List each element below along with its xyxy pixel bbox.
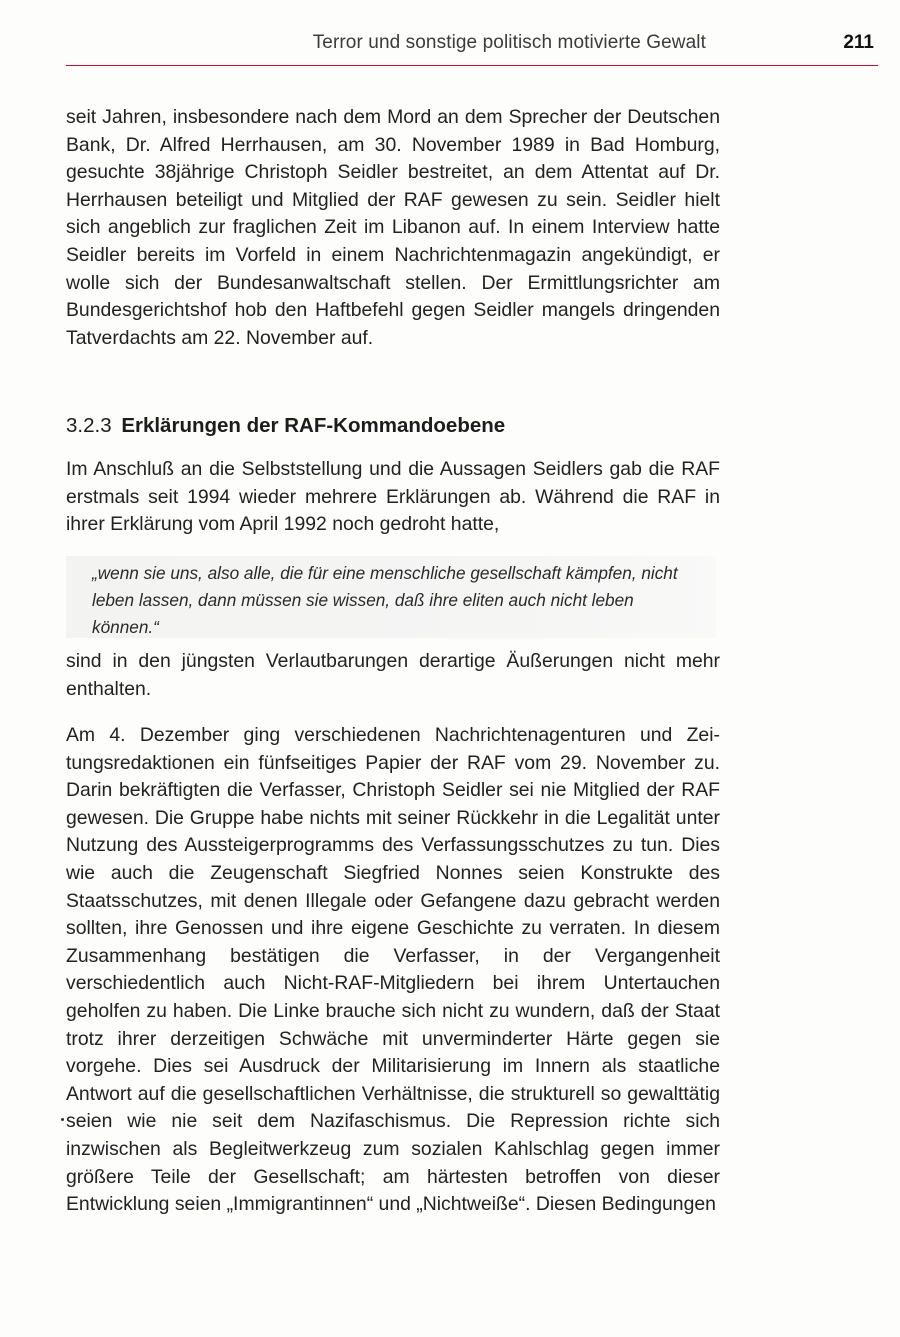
paragraph-raf-statement: Am 4. Dezember ging verschiedenen Nachrichtenagenturen und Zeitungsredaktionen ein fünfseitiges Papier der RAF vom 29. November zu. Darin bekräftigten die Verfasser, Christoph Seidler sei nie Mitglied der RAF gewesen. Die Gruppe habe nichts mit seiner Rückkehr in die Legalität unter Nutzung des Aussteigerprogramms des Verfassungsschutzes zu tun. Dies wie auch die Zeugenschaft Siegfried Nonnes seien Konstrukte des Staatsschutzes, mit denen Illegale oder Gefangene dazu gebracht werden sollten, ihre Genossen und ihre eigene Geschichte zu verraten. In diesem Zusammenhang bestätigen die Verfasser, in der Vergangenheit verschiedentlich auch Nicht-RAF-Mitgliedern bei ihrem Untertauchen geholfen zu haben. Die Linke brauche sich nicht zu wundern, daß der Staat trotz ihrer derzeitigen Schwäche mit unverminderter Härte gegen sie vorgehe. Dies sei Ausdruck der Militarisierung im Innern als staatliche Antwort auf die gesellschaftlichen Verhältnisse, die strukturell so gewalttätig seien wie nie seit dem Nazifaschismus. Die Repression richte sich inzwischen als Begleitwerkzeug zum sozialen Kahlschlag gegen immer größere Teile der Gesellschaft; am härtesten betroffen von dieser Entwicklung seien „Immigrantinnen“ und „Nichtweiße“. Diesen Bedingungen [66,724,720,1216]
running-title: Terror und sonstige politisch motivierte Gewalt [312,32,706,53]
margin-mark [61,1118,64,1121]
paragraph-after-quote: sind in den jüngsten Verlautbarungen derartige Äußerungen nicht mehr enthalten. [66,650,720,700]
section-number: 3.2.3 [66,414,112,437]
section-heading [66,412,720,440]
page-number: 211 [843,32,874,53]
paragraph-intro: Im Anschluß an die Selbststellung und die Aussagen Seidlers gab die RAF erstmals seit 1994 wieder mehrere Erklärungen ab. Während die RAF in ihrer Erklärung vom April 1992 noch gedroht hatte, [66,458,720,536]
block-quote: „wenn sie uns, also alle, die für eine menschliche gesellschaft kämpfen, nicht leben lassen, dann müssen sie wissen, daß ihre eliten auch nicht leben können.“ [92,563,678,637]
section-title: Erklärungen der RAF-Kommandoebene [121,414,506,437]
running-header [66,32,878,66]
header-rule [66,65,878,66]
paragraph-continuation: seit Jahren, insbesondere nach dem Mord an dem Sprecher der Deutschen Bank, Dr. Alfred Herrhausen, am 30. November 1989 in Bad Homburg, gesuchte 38jährige Christoph Seidler bestreitet, an dem Attentat auf Dr. Herrhausen beteiligt und Mitglied der RAF gewesen zu sein. Seidler hielt sich angeblich zur fraglichen Zeit im Libanon auf. In einem Interview hatte Seidler bereits im Vorfeld in einem Nachrichtenmagazin angekündigt, er wolle sich der Bundesanwaltschaft stellen. Der Ermittlungsrichter am Bundesgerichtshof hob den Haftbefehl gegen Seidler mangels dringenden Tatverdachts am 22. November auf. [66,106,720,349]
